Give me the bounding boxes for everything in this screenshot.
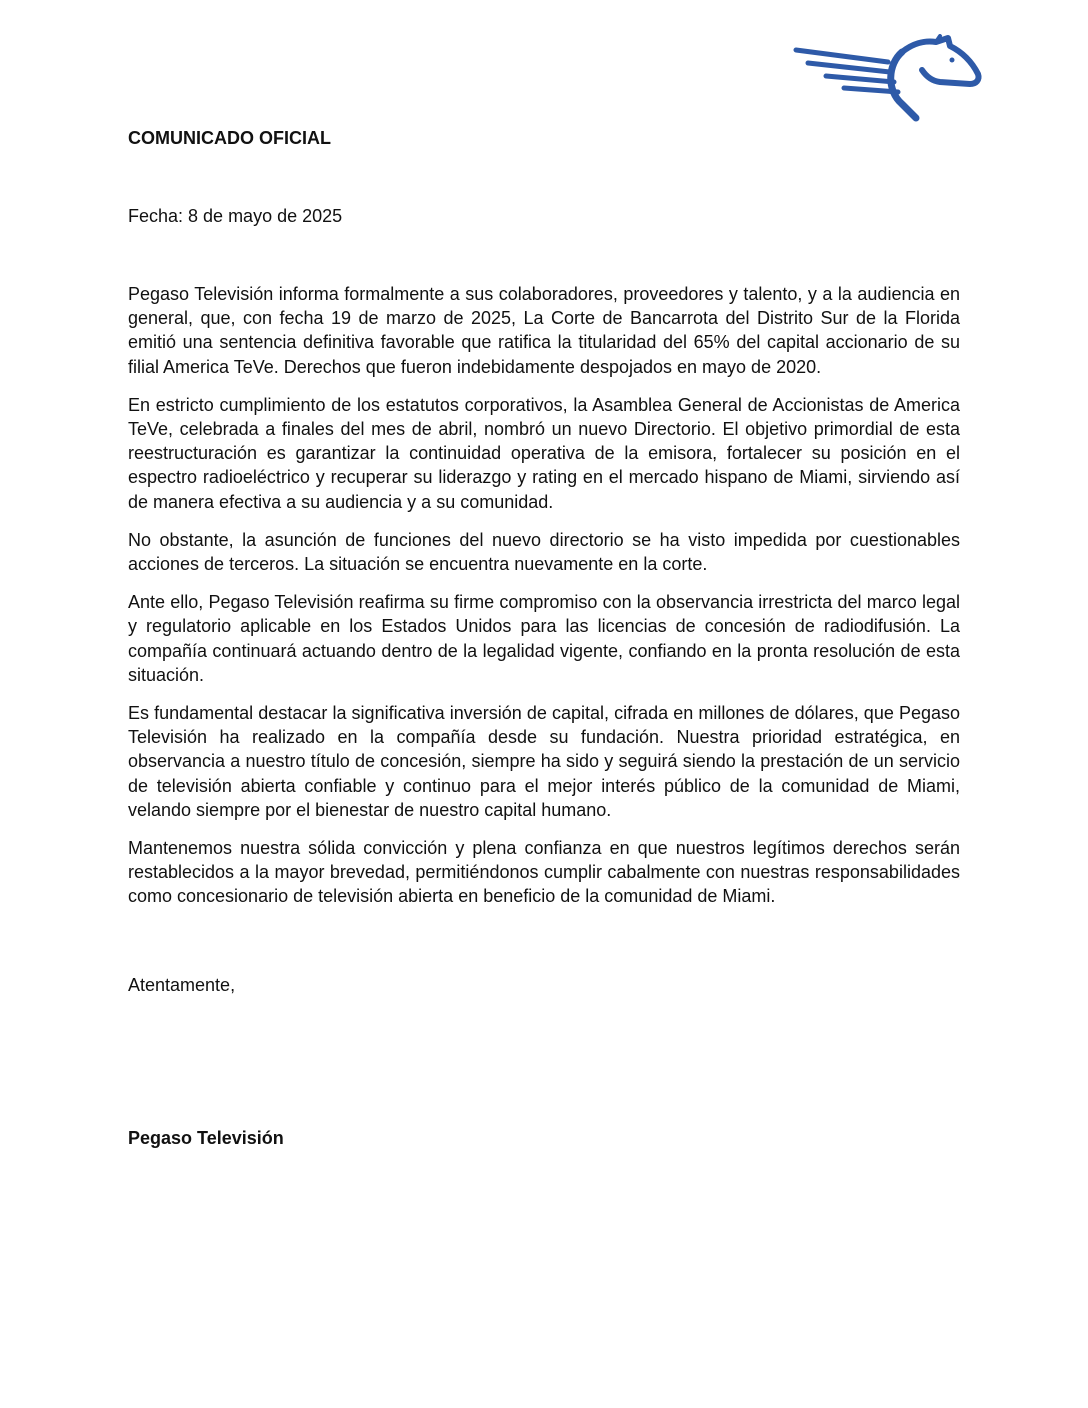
document-body [128, 282, 960, 923]
body-paragraph: Es fundamental destacar la significativa inversión de capital, cifrada en millones de dólares, que Pegaso Televisión ha realizado en la compañía desde su fundación. Nuestra prioridad estratégica, en observancia a nuestro título de concesión, siempre ha sido y seguirá siendo la prestación de un servicio de televisión abierta confiable y continuo para el mejor interés público de la comunidad de Miami, velando siempre por el bienestar de nuestro capital humano. [128, 703, 960, 820]
document-title: COMUNICADO OFICIAL [128, 128, 331, 148]
signature-company: Pegaso Televisión [128, 1128, 284, 1148]
body-paragraph: Pegaso Televisión informa formalmente a sus colaboradores, proveedores y talento, y a la audiencia en general, que, con fecha 19 de marzo de 2025, La Corte de Bancarrota del Distrito Sur de la Florida emitió una sentencia definitiva favorable que ratifica la titularidad del 65% del capital accionario de su filial America TeVe. Derechos que fueron indebidamente despojados en mayo de 2020. [128, 284, 960, 377]
body-paragraph: No obstante, la asunción de funciones del nuevo directorio se ha visto impedida por cuestionables acciones de terceros. La situación se encuentra nuevamente en la corte. [128, 529, 960, 575]
closing-salutation: Atentamente, [128, 975, 236, 995]
body-paragraph: En estricto cumplimiento de los estatutos corporativos, la Asamblea General de Accionistas de America TeVe, celebrada a finales del mes de abril, nombró un nuevo Directorio. El objetivo primordial de esta reestructuración es garantizar la continuidad operativa de la emisora, fortalecer su posición en el espectro radioeléctrico y recuperar su liderazgo y rating en el mercado hispano de Miami, sirviendo así de manera efectiva a su audiencia y a su comunidad. [128, 394, 960, 512]
pegaso-horse-logo-icon [790, 34, 986, 124]
body-paragraph: Ante ello, Pegaso Televisión reafirma su firme compromiso con la observancia irrestricta del marco legal y regulatorio aplicable en los Estados Unidos para las licencias de concesión de radiodifusión. La compañía continuará actuando dentro de la legalidad vigente, confiando en la pronta resolución de esta situación. [128, 592, 960, 685]
body-paragraph: Mantenemos nuestra sólida convicción y plena confianza en que nuestros legítimos derechos serán restablecidos a la mayor brevedad, permitiéndonos cumplir cabalmente con nuestras responsabilidades como concesionario de televisión abierta en beneficio de la comunidad de Miami. [128, 838, 960, 907]
document-date: Fecha: 8 de mayo de 2025 [128, 206, 343, 226]
